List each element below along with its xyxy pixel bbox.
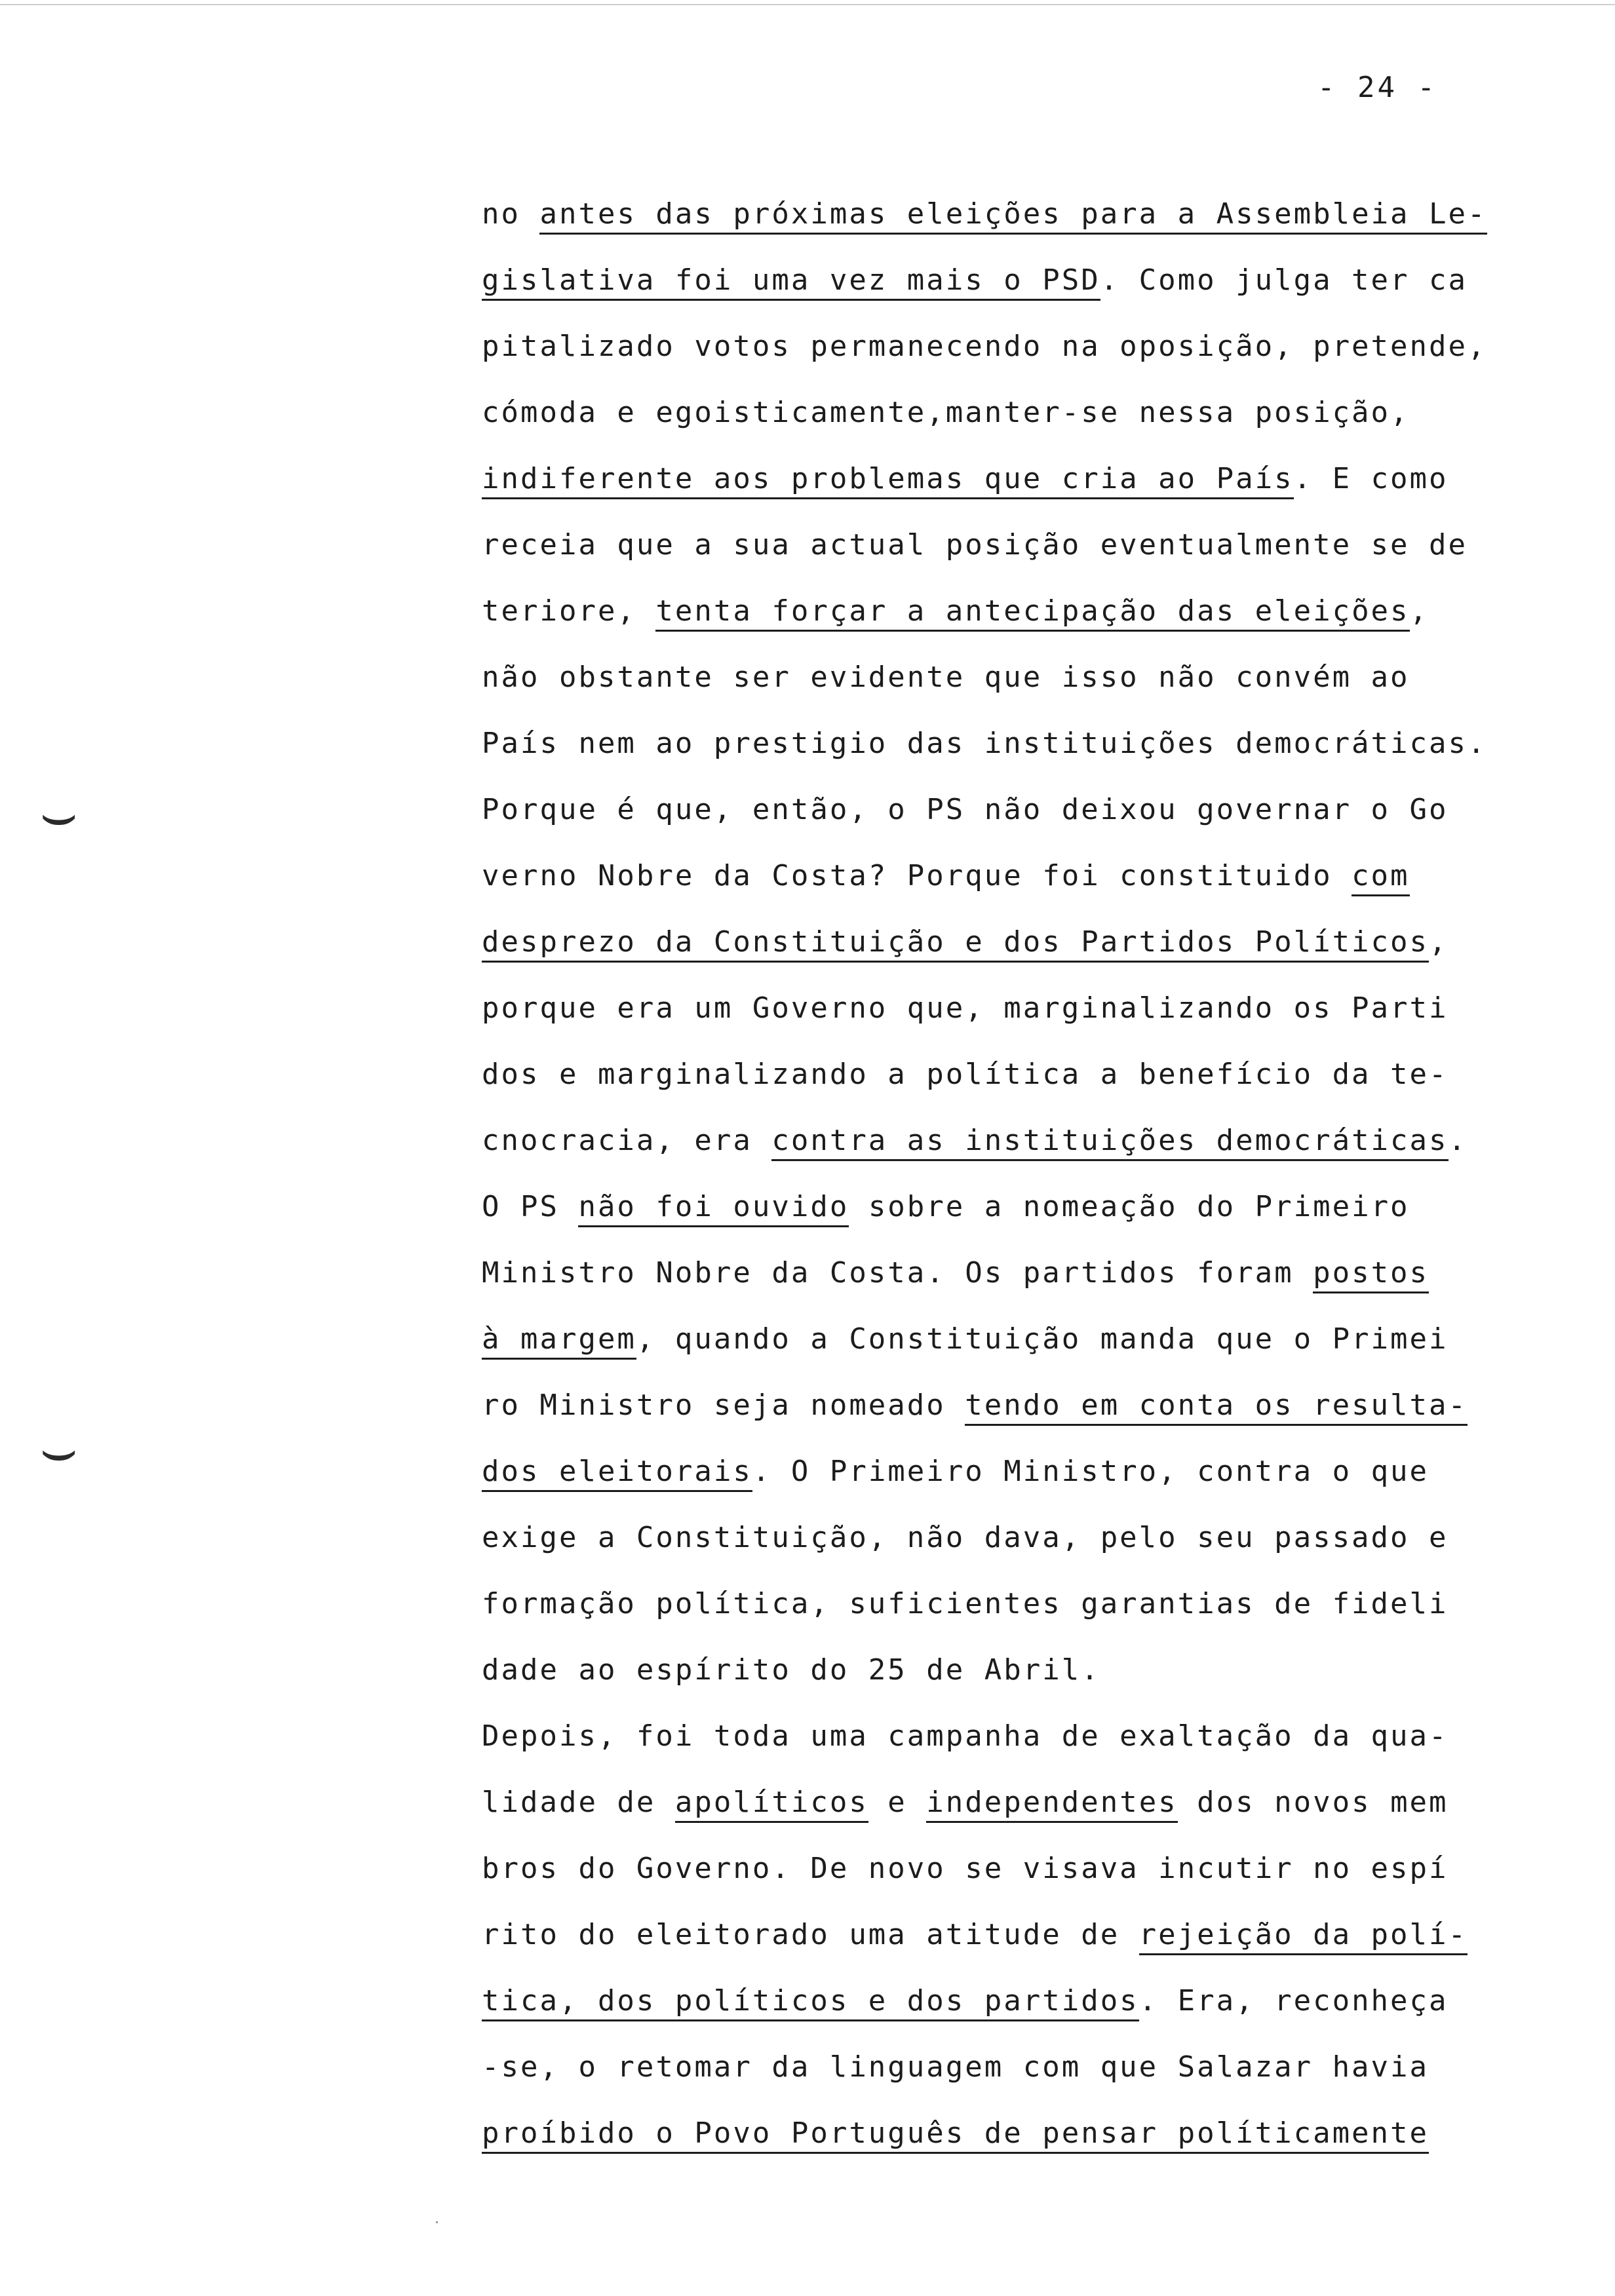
underlined-phrase: desprezo da Constituição e dos Partidos Políticos	[482, 925, 1429, 963]
text-segment: exige a Constituição, não dava, pelo seu passado e	[482, 1521, 1449, 1554]
text-segment: no	[482, 197, 540, 231]
text-segment: . Era, reconheça	[1138, 1984, 1449, 2018]
text-line	[482, 1649, 1530, 1715]
text-segment: -se, o retomar da linguagem com que Salazar havia	[482, 2050, 1430, 2084]
text-segment: , quando a Constituição manda que o Primei	[636, 1322, 1449, 1356]
page-top-edge	[0, 4, 1615, 5]
underlined-phrase: independentes	[926, 1786, 1177, 1823]
underlined-phrase: contra as instituições democráticas	[771, 1124, 1448, 1161]
text-line	[482, 1782, 1530, 1848]
text-segment: dos novos mem	[1177, 1786, 1449, 1819]
text-line	[482, 524, 1530, 590]
underlined-phrase: não foi ouvido	[578, 1190, 849, 1227]
underlined-phrase: à margem	[482, 1322, 636, 1360]
text-line	[482, 1980, 1530, 2046]
underlined-phrase: apolíticos	[675, 1786, 868, 1823]
underlined-phrase: indiferente aos problemas que cria ao País	[482, 462, 1294, 499]
underlined-phrase: tendo em conta os resulta-	[965, 1388, 1468, 1426]
text-segment: rito do eleitorado uma atitude de	[482, 1918, 1139, 1951]
margin-pen-mark: ⌣	[39, 780, 79, 849]
text-line	[482, 1252, 1530, 1318]
text-segment: Porque é que, então, o PS não deixou governar o Go	[482, 793, 1449, 826]
underlined-phrase: dos eleitorais	[482, 1455, 752, 1492]
text-line	[482, 326, 1530, 392]
text-line	[482, 723, 1530, 789]
text-segment: .	[1448, 1124, 1468, 1157]
typed-body-text	[482, 193, 1530, 2179]
text-segment: cnocracia, era	[482, 1124, 772, 1157]
underlined-phrase: postos	[1313, 1256, 1429, 1293]
text-line	[482, 1451, 1530, 1517]
scan-speck	[436, 2221, 438, 2223]
text-segment: O PS	[482, 1190, 579, 1223]
text-segment: . E como	[1293, 462, 1449, 495]
text-segment: lidade de	[482, 1786, 675, 1819]
text-segment: País nem ao prestigio das instituições democráticas.	[482, 727, 1487, 760]
text-segment: Depois, foi toda uma campanha de exaltação da qua-	[482, 1719, 1449, 1753]
text-line	[482, 921, 1530, 987]
text-line	[482, 987, 1530, 1054]
text-line	[482, 1120, 1530, 1186]
text-line	[482, 259, 1530, 326]
text-line	[482, 855, 1530, 921]
text-line	[482, 1054, 1530, 1120]
text-segment: sobre a nomeação do Primeiro	[849, 1190, 1410, 1223]
text-line	[482, 1715, 1530, 1782]
text-line	[482, 2113, 1530, 2179]
text-segment: e	[868, 1786, 927, 1819]
text-line	[482, 193, 1530, 259]
underlined-phrase: com	[1352, 859, 1409, 896]
underlined-phrase: gislativa foi uma vez mais o PSD	[482, 263, 1100, 301]
text-line	[482, 1583, 1530, 1649]
text-line	[482, 1848, 1530, 1914]
text-segment: ,	[1429, 925, 1449, 959]
text-segment: ,	[1409, 594, 1430, 628]
text-line	[482, 657, 1530, 723]
text-segment: dade ao espírito do 25 de Abril.	[482, 1653, 1100, 1687]
text-line	[482, 2046, 1530, 2113]
underlined-phrase: tica, dos políticos e dos partidos	[482, 1984, 1139, 2021]
text-line	[482, 789, 1530, 855]
text-line	[482, 1517, 1530, 1583]
text-line	[482, 590, 1530, 657]
text-segment: . Como julga ter ca	[1100, 263, 1468, 297]
text-segment: não obstante ser evidente que isso não convém ao	[482, 660, 1410, 694]
underlined-phrase: proíbido o Povo Português de pensar políticamente	[482, 2116, 1429, 2154]
text-segment: Ministro Nobre da Costa. Os partidos foram	[482, 1256, 1313, 1290]
text-segment: ro Ministro seja nomeado	[482, 1388, 965, 1422]
text-line	[482, 1914, 1530, 1980]
underlined-phrase: antes das próximas eleições para a Assembleia Le-	[539, 197, 1487, 235]
text-segment: bros do Governo. De novo se visava incutir no espí	[482, 1852, 1449, 1885]
text-segment: formação política, suficientes garantias de fideli	[482, 1587, 1449, 1620]
text-segment: teriore,	[482, 594, 656, 628]
text-segment: porque era um Governo que, marginalizando os Parti	[482, 991, 1449, 1025]
underlined-phrase: rejeição da polí-	[1139, 1918, 1468, 1955]
text-line	[482, 458, 1530, 524]
margin-pen-mark: ⌣	[39, 1415, 79, 1484]
text-line	[482, 1318, 1530, 1385]
text-line	[482, 1385, 1530, 1451]
text-line	[482, 1186, 1530, 1252]
text-segment: . O Primeiro Ministro, contra o que	[752, 1455, 1430, 1488]
text-segment: verno Nobre da Costa? Porque foi constituido	[482, 859, 1352, 892]
text-segment: receia que a sua actual posição eventualmente se de	[482, 528, 1468, 562]
text-segment: cómoda e egoisticamente,manter-se nessa posição,	[482, 396, 1410, 429]
text-segment: dos e marginalizando a política a benefício da te-	[482, 1058, 1449, 1091]
page-number: - 24 -	[1317, 71, 1437, 104]
text-line	[482, 392, 1530, 458]
text-segment: pitalizado votos permanecendo na oposição, pretende,	[482, 330, 1487, 363]
underlined-phrase: tenta forçar a antecipação das eleições	[655, 594, 1409, 632]
